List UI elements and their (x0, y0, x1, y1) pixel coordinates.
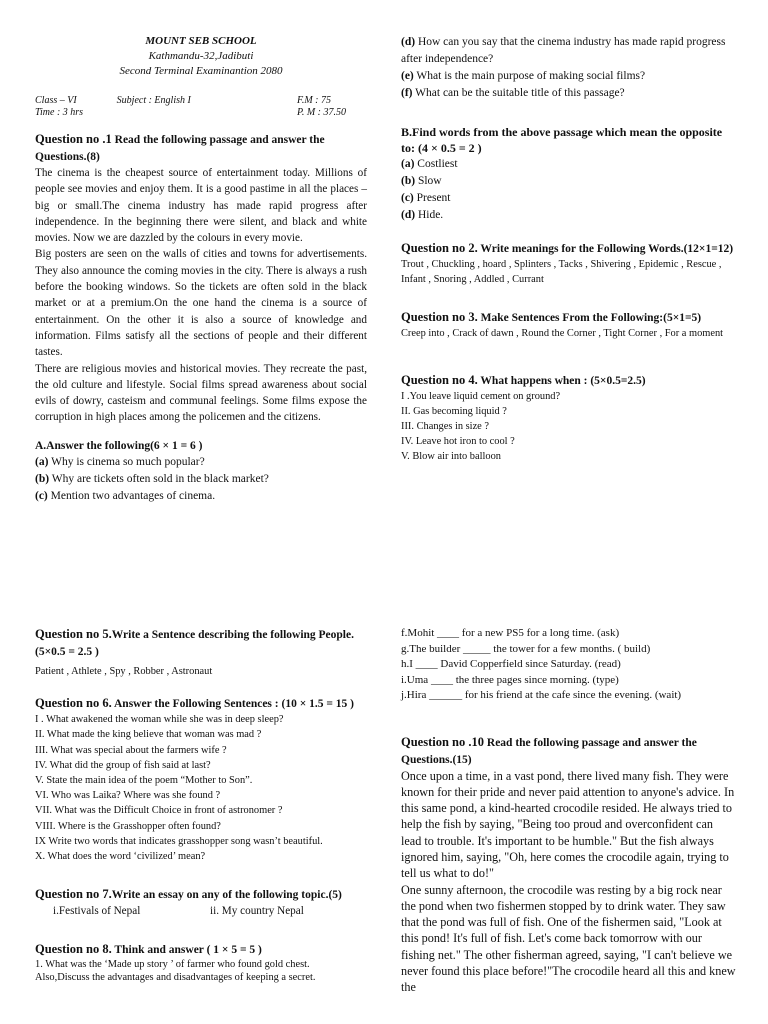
question-7-title: Question no 7.Write an essay on any of the following topic.(5) (35, 887, 342, 902)
list-item: III. What was special about the farmers wife ? (35, 744, 227, 756)
list-item: IV. Leave hot iron to cool ? (401, 436, 515, 448)
passage-paragraph-3: There are religious movies and historical movies. They recreate the past, the old culture and lifestyle. Social films spread awareness about social evils of dowry, casteism and communal feelings. Some films expose the corruption in high places among the policemen and the citizens. (35, 362, 367, 424)
time-label: Time : 3 hrs (35, 107, 84, 118)
question-3-words: Creep into , Crack of dawn , Round the Corner , Tight Corner , For a moment (401, 328, 724, 340)
school-address: Kathmandu-32,Jadibuti (148, 50, 254, 62)
section-b-title: B.Find words from the above passage which mean the opposite to: (4 × 0.5 = 2 ) (401, 125, 723, 155)
list-item: II. What made the king believe that woman was mad ? (35, 729, 262, 741)
list-item: III. Changes in size ? (401, 421, 490, 433)
exam-title: Second Terminal Examinantion 2080 (119, 65, 283, 77)
list-item: X. What does the word ‘civilized’ mean? (35, 851, 206, 863)
essay-option-1: i.Festivals of Nepal (53, 905, 141, 918)
subject-label: Subject : English I (116, 95, 191, 106)
list-item: g.The builder _____ the tower for a few months. ( build) (401, 642, 651, 655)
list-item: IV. What did the group of fish said at last? (35, 759, 211, 771)
question-8-title: Question no 8. Think and answer ( 1 × 5 = 5 ) (35, 942, 262, 957)
list-item: VII. What was the Difficult Choice in front of astronomer ? (35, 805, 283, 817)
list-item: II. Gas becoming liquid ? (401, 405, 507, 417)
question-2-title: Question no 2. Write meanings for the Following Words.(12×1=12) (401, 241, 734, 255)
class-label: Class – VI (35, 95, 77, 106)
question-5-words: Patient , Athlete , Spy , Robber , Astronaut (35, 666, 213, 677)
question-4-title: Question no 4. What happens when : (5×0.5=2.5) (401, 372, 646, 387)
list-item: j.Hira ______ for his friend at the cafe since the evening. (wait) (401, 689, 682, 701)
list-item: (b) Slow (401, 175, 442, 187)
essay-option-2: ii. My country Nepal (210, 905, 304, 918)
list-item: (d) Hide. (401, 209, 444, 221)
list-item: IX Write two words that indicates grasshopper song wasn’t beautiful. (35, 835, 323, 847)
list-item: VIII. Where is the Grasshopper often found? (35, 820, 221, 832)
school-name: MOUNT SEB SCHOOL (145, 35, 257, 47)
right-column-bottom (401, 626, 736, 996)
question-6-title: Question no 6. Answer the Following Sentences : (10 × 1.5 = 15 ) (35, 696, 355, 711)
question-8-line-1: 1. What was the ‘Made up story ’ of farmer who found gold chest. (35, 959, 310, 971)
essay-options (35, 903, 367, 919)
list-item: (a) Why is cinema so much popular? (35, 455, 205, 468)
question-3-title: Question no 3. Make Sentences From the Following:(5×1=5) (401, 310, 702, 325)
list-item: (c) Mention two advantages of cinema. (35, 489, 216, 502)
question-1-title: Question no .1 Read the following passage and answer the Questions.(8) (35, 132, 325, 163)
list-item: VI. Who was Laika? Where was she found ? (35, 790, 221, 802)
passage-paragraph-2: Big posters are seen on the walls of cities and towns for advertisements. They also announce the coming movies in the city. There is always a rush before the booking windows. So the tickets are often sold in the black market or at a premium.On the one hand the cinema is a source of entertainment. On the other it is also a source of knowledge and information. Films satisfy all the sections of people and their different tastes. (35, 248, 367, 359)
list-item: (f) What can be the suitable title of this passage? (401, 87, 625, 99)
list-item: f.Mohit ____ for a new PS5 for a long time. (ask) (401, 627, 620, 639)
question-8-line-2: Also,Discuss the advantages and disadvantages of keeping a secret. (35, 972, 316, 984)
question-2-words: Trout , Chuckling , hoard , Splinters , Tacks , Shivering , Epidemic , Rescue , Infant , Snoring , Addled , Currant (401, 259, 722, 286)
pass-marks: P. M : 37.50 (297, 107, 346, 118)
list-item: i.Uma ____ the three pages since morning. (type) (401, 673, 619, 686)
list-item: V. Blow air into balloon (401, 451, 501, 463)
exam-meta (35, 95, 367, 119)
list-item: (d) How can you say that the cinema industry has made rapid progress after independence? (401, 36, 726, 65)
section-a-title: A.Answer the following(6 × 1 = 6 ) (35, 439, 203, 452)
left-column-top (35, 34, 367, 505)
story-paragraph-2: One sunny afternoon, the crocodile was resting by a big rock near the pond when two fishermen stopped by to drink water. They saw that the pond was full of fish. One of the fishermen said, "Look at this pond! It's full of fish. Let's come back tomorrow with our fishing net." The other fisherman agreed, saying, "I can't believe we never found this place before!"The crocodile heard all this and knew the (401, 882, 736, 995)
list-item: h.I ____ David Copperfield since Saturday. (read) (401, 658, 621, 670)
story-paragraph-1: Once upon a time, in a vast pond, there lived many fish. They were known for their pride and never paid attention to anyone's advice. In this same pond, a kind-hearted crocodile resided. He always tried to help the fish by saying, "Being too proud and overconfident can lead to trouble. It's important to be humble." But the fish always ignored him, saying, "Oh, here comes the crocodile again, trying to tell us what to do!" (401, 768, 735, 881)
page-bottom-half (0, 618, 768, 1024)
list-item: (c) Present (401, 192, 451, 204)
list-item: V. State the main idea of the poem “Mother to Son”. (35, 775, 253, 787)
right-column-top (401, 34, 736, 465)
list-item: (e) What is the main purpose of making social films? (401, 70, 646, 82)
list-item: (b) Why are tickets often sold in the black market? (35, 472, 269, 485)
list-item: (a) Costliest (401, 158, 458, 170)
passage-paragraph-1: The cinema is the cheapest source of entertainment today. Millions of people see movies and enjoy them. It is a good pastime in all the places – big or small.The cinema industry has made rapid progress after independence. In the beginning there were silent, and black and white movies. Now we are dazzled by the colours in every movie. (35, 167, 367, 245)
left-column-bottom (35, 626, 367, 984)
list-item: I . What awakened the woman while she was in deep sleep? (35, 714, 284, 726)
full-marks: F.M : 75 (297, 95, 331, 106)
question-10-title: Question no .10 Read the following passage and answer the Questions.(15) (401, 734, 697, 766)
list-item: I .You leave liquid cement on ground? (401, 390, 561, 402)
question-5-title: Question no 5.Write a Sentence describing the following People. (5×0.5 = 2.5 ) (35, 627, 354, 658)
school-header (35, 34, 367, 79)
